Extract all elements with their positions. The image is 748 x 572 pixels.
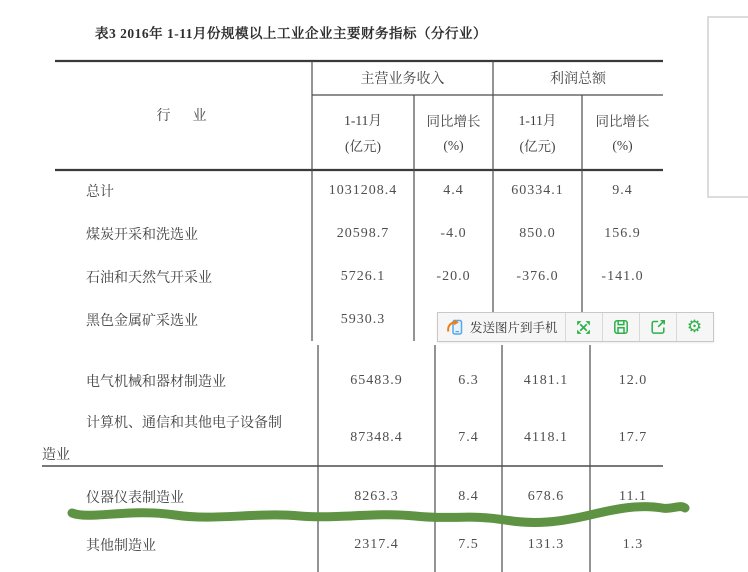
industry-column-header: 行 业	[156, 109, 211, 124]
image-viewer-toolbar	[437, 312, 714, 342]
group-header-revenue: 主营业务收入	[360, 71, 445, 87]
cell-revenue-growth: 6.3	[458, 373, 479, 388]
subheader-revenue-growth	[414, 95, 493, 169]
row-label: 电气机械和器材制造业	[86, 375, 226, 390]
subheader-period-text: 同比增长	[426, 114, 481, 130]
settings-button[interactable]	[676, 313, 713, 341]
cell-revenue-growth: -4.0	[440, 226, 467, 241]
row-label: 黑色金属矿采选业	[86, 314, 198, 329]
cell-profit: 4118.1	[524, 430, 568, 445]
row-label: 总计	[86, 185, 114, 200]
expand-icon	[576, 320, 591, 335]
cell-profit-growth: 9.4	[612, 183, 633, 198]
share-button[interactable]	[639, 313, 676, 341]
subheader-profit-growth	[582, 95, 663, 169]
row-label: 其他制造业	[86, 539, 156, 554]
table-title: 表3 2016年 1-11月份规模以上工业企业主要财务指标（分行业）	[95, 26, 488, 41]
group-header-profit: 利润总额	[550, 71, 606, 87]
cell-revenue: 20598.7	[336, 226, 390, 241]
cell-profit-growth: 156.9	[604, 226, 641, 241]
cell-revenue-growth: -20.0	[436, 269, 471, 284]
subheader-unit-text: (亿元)	[519, 139, 556, 154]
subheader-period-text: 1-11月	[344, 113, 382, 128]
cell-profit: 131.3	[527, 537, 565, 552]
subheader-revenue-period	[312, 95, 414, 169]
subheader-unit-text: (亿元)	[345, 139, 381, 154]
row-label-line1: 计算机、通信和其他电子设备制	[86, 416, 282, 431]
cell-revenue-growth: 7.4	[458, 430, 479, 445]
save-icon	[613, 319, 629, 335]
cell-profit: 4181.1	[523, 373, 569, 388]
row-label: 仪器仪表制造业	[86, 491, 184, 506]
send-to-phone-button[interactable]	[438, 313, 565, 341]
cell-revenue: 1031208.4	[328, 183, 398, 198]
cell-profit-growth: 11.1	[619, 489, 647, 504]
cell-profit-growth: 1.3	[622, 537, 644, 552]
expand-button[interactable]	[565, 313, 602, 341]
cell-revenue: 65483.9	[350, 373, 403, 388]
gear-icon: ⚙	[686, 316, 703, 337]
cell-revenue: 8263.3	[354, 489, 399, 504]
cell-revenue-growth: 8.4	[458, 489, 479, 504]
phone-send-icon	[445, 317, 465, 337]
share-icon	[650, 319, 666, 335]
cell-profit: 850.0	[519, 226, 556, 241]
subheader-unit-text: (%)	[612, 137, 633, 153]
cell-revenue: 5930.3	[340, 312, 386, 327]
cell-profit: 60334.1	[511, 183, 564, 198]
subheader-period-text: 同比增长	[595, 114, 650, 130]
send-to-phone-label: 发送图片到手机	[470, 321, 558, 335]
cell-revenue: 87348.4	[350, 430, 403, 445]
row-label: 石油和天然气开采业	[86, 271, 212, 286]
cell-profit-growth: -141.0	[601, 269, 644, 284]
subheader-profit-period	[493, 95, 582, 169]
subheader-period-text: 1-11月	[518, 113, 557, 128]
row-label-line2: 造业	[42, 448, 70, 463]
cell-profit-growth: 12.0	[618, 373, 648, 388]
row-label: 煤炭开采和洗选业	[86, 228, 198, 243]
adjacent-panel-fragment	[707, 16, 748, 198]
cell-revenue-growth: 7.5	[458, 537, 479, 552]
cell-revenue: 2317.4	[354, 537, 399, 552]
subheader-unit-text: (%)	[443, 137, 464, 153]
cell-profit: -376.0	[516, 269, 559, 284]
cell-revenue: 5726.1	[340, 269, 386, 284]
cell-profit: 678.6	[527, 489, 565, 504]
save-button[interactable]	[602, 313, 639, 341]
cell-revenue-growth: 4.4	[443, 183, 464, 198]
cell-profit-growth: 17.7	[618, 430, 648, 445]
